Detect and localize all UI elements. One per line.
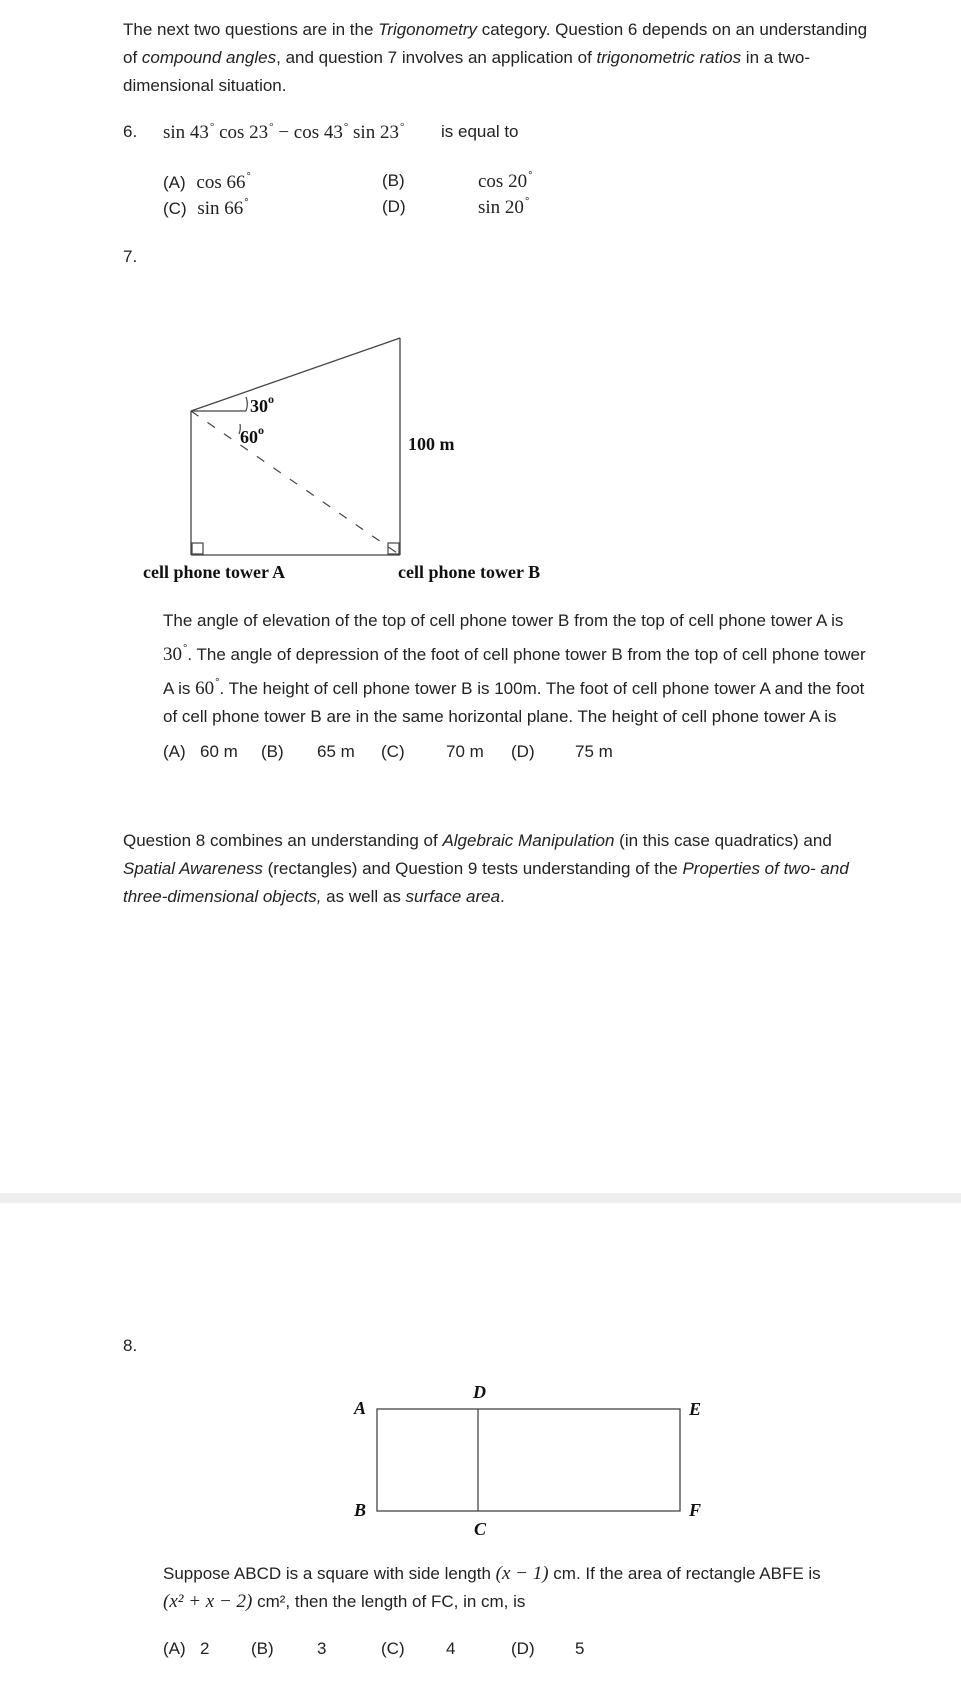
tower-b-label: cell phone tower B <box>398 562 541 582</box>
q7-number: 7. <box>123 247 138 266</box>
q8-text-line-2: (x² + x − 2) cm², then the length of FC, in cm, is <box>163 1591 526 1612</box>
q6-option-b-value: cos 20° <box>478 170 533 192</box>
q7-text-line-3: A is 60°. The height of cell phone tower B is 100m. The foot of cell phone tower A and the foot <box>163 677 865 699</box>
q6-number: 6. <box>123 122 138 141</box>
point-c-label: C <box>474 1519 487 1539</box>
tower-a-label: cell phone tower A <box>143 562 286 582</box>
q7-tower-diagram <box>0 0 961 600</box>
alg-intro-line-3: three-dimensional objects, as well as surface area. <box>123 887 505 906</box>
q8-number: 8. <box>123 1336 138 1355</box>
q7-text-line-1: The angle of elevation of the top of cell phone tower B from the top of cell phone tower A is <box>163 611 844 630</box>
q8-text-line-1: Suppose ABCD is a square with side length (x − 1) cm. If the area of rectangle ABFE is <box>163 1563 821 1584</box>
angle-60-label: 60$^o$ <box>240 423 264 447</box>
q7-text-line-4: of cell phone tower B are in the same horizontal plane. The height of cell phone tower A is <box>163 707 837 726</box>
q7-option-d-value: 75 m <box>575 742 613 761</box>
q6-option-c[interactable]: (C) sin 66° <box>163 197 249 219</box>
point-d-label: D <box>473 1382 486 1402</box>
q6-option-a[interactable]: (A) cos 66° <box>163 171 251 193</box>
q8-rectangle-diagram <box>0 1380 961 1540</box>
q8-option-c-value: 4 <box>446 1639 456 1658</box>
q8-option-d-value: 5 <box>575 1639 585 1658</box>
trig-intro-line-3: dimensional situation. <box>123 76 287 95</box>
alg-intro-line-1: Question 8 combines an understanding of Algebraic Manipulation (in this case quadratics) and <box>123 831 832 850</box>
q6-tail: is equal to <box>441 122 519 141</box>
q7-option-b-value: 65 m <box>317 742 355 761</box>
q8-option-b-letter[interactable]: (B) <box>251 1639 274 1658</box>
q7-option-c-value: 70 m <box>446 742 484 761</box>
q6-option-d-letter[interactable]: (D) <box>382 197 406 216</box>
rectangle-abfe <box>377 1409 680 1511</box>
alg-intro-line-2: Spatial Awareness (rectangles) and Question 9 tests understanding of the Properties of two- and <box>123 859 849 878</box>
right-angle-a <box>192 543 203 554</box>
q7-option-a-letter[interactable]: (A) <box>163 742 186 761</box>
q8-option-b-value: 3 <box>317 1639 327 1658</box>
q8-option-a-letter[interactable]: (A) <box>163 1639 186 1658</box>
q6-option-d-value: sin 20° <box>478 196 530 218</box>
elevation-line <box>191 338 400 411</box>
q7-question-text <box>163 607 953 731</box>
point-f-label: F <box>689 1500 702 1520</box>
q6-expression: sin 43° cos 23° − cos 43° sin 23° <box>163 121 405 143</box>
page-break-divider <box>0 1193 961 1203</box>
algebra-intro-paragraph <box>123 827 953 911</box>
trig-intro-line-2: of compound angles, and question 7 involves an application of trigonometric ratios in a two- <box>123 48 811 67</box>
q7-option-c-letter[interactable]: (C) <box>381 742 405 761</box>
angle-30-label: 30$^o$ <box>250 392 274 416</box>
q7-option-a-value: 60 m <box>200 742 238 761</box>
q7-text-line-2: 30°. The angle of depression of the foot of cell phone tower B from the top of cell phone tower <box>163 643 866 665</box>
trig-intro-line-1: The next two questions are in the Trigonometry category. Question 6 depends on an understanding <box>123 20 868 39</box>
point-b-label: B <box>354 1500 367 1520</box>
q7-option-d-letter[interactable]: (D) <box>511 742 535 761</box>
angle-30-arc <box>246 397 247 411</box>
point-e-label: E <box>689 1399 702 1419</box>
q8-option-c-letter[interactable]: (C) <box>381 1639 405 1658</box>
point-a-label: A <box>354 1398 367 1418</box>
q8-option-d-letter[interactable]: (D) <box>511 1639 535 1658</box>
q7-option-b-letter[interactable]: (B) <box>261 742 284 761</box>
q6-option-b-letter[interactable]: (B) <box>382 171 405 190</box>
q8-option-a-value: 2 <box>200 1639 210 1658</box>
depression-line <box>191 411 400 555</box>
tower-b-height-label: 100 m <box>408 434 455 454</box>
q8-question-text <box>163 1560 953 1616</box>
